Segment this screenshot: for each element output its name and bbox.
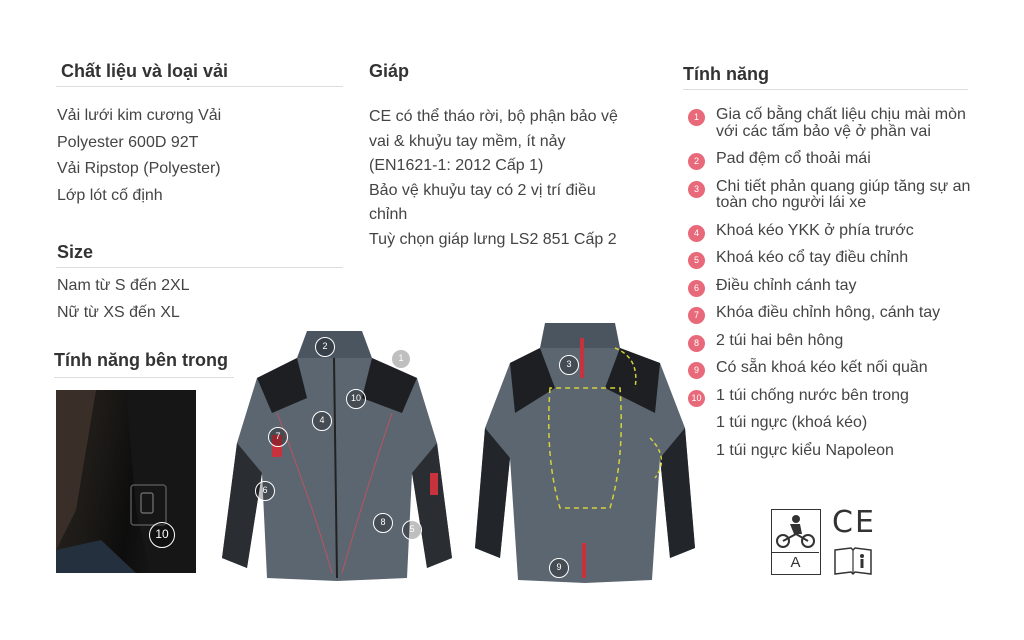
feature-text: Khoá kéo YKK ở phía trước xyxy=(716,221,914,239)
materials-line: Lớp lót cố định xyxy=(57,186,163,204)
jacket-back-illustration xyxy=(470,318,700,583)
size-list xyxy=(57,273,190,326)
interior-divider xyxy=(54,377,234,378)
materials-line: Vải Ripstop (Polyester) xyxy=(57,160,221,177)
armor-line: (EN1621-1: 2012 Cấp 1) xyxy=(369,157,544,174)
front-badge-5: 5 xyxy=(402,520,422,540)
jacket-front-photo xyxy=(212,323,462,583)
materials-heading: Chất liệu và loại vải xyxy=(61,61,229,81)
size-line: Nữ từ XS đến XL xyxy=(57,303,180,321)
armor-line: CE có thể tháo rời, bộ phận bảo vệ xyxy=(369,108,618,125)
armor-line: chỉnh xyxy=(369,206,408,223)
feature-item xyxy=(688,305,988,322)
class-divider xyxy=(772,552,819,553)
back-badge-3: 3 xyxy=(559,355,579,375)
interior-photo xyxy=(56,390,196,573)
book-info-icon xyxy=(833,546,873,576)
armor-heading: Giáp xyxy=(369,61,410,81)
size-divider xyxy=(56,267,343,268)
armor-text xyxy=(369,105,664,252)
feature-number-badge: 9 xyxy=(688,362,705,379)
feature-item xyxy=(688,415,988,432)
feature-number-badge: 6 xyxy=(688,280,705,297)
jacket-back-photo xyxy=(470,318,700,583)
armor-line: Bảo vệ khuỷu tay có 2 vị trí điều xyxy=(369,181,596,199)
front-badge-10: 10 xyxy=(346,389,366,409)
interior-heading: Tính năng bên trong xyxy=(54,350,228,370)
size-heading: Size xyxy=(57,242,94,262)
feature-number-badge: 2 xyxy=(688,153,705,170)
front-badge-1: 1 xyxy=(391,349,411,369)
features-list xyxy=(688,107,988,459)
feature-number-badge: 4 xyxy=(688,225,705,242)
feature-number-badge: 10 xyxy=(688,390,705,407)
ce-mark: CE xyxy=(832,505,876,540)
feature-number-badge: 7 xyxy=(688,307,705,324)
features-heading: Tính năng xyxy=(683,64,769,84)
feature-text: Pad đệm cổ thoải mái xyxy=(716,150,871,167)
feature-number-badge: 8 xyxy=(688,335,705,352)
features-divider xyxy=(683,89,968,90)
materials-line: Polyester 600D 92T xyxy=(57,133,199,151)
armor-line: Tuỳ chọn giáp lưng LS2 851 Cấp 2 xyxy=(369,230,617,248)
feature-number-badge: 1 xyxy=(688,109,705,126)
front-badge-4: 4 xyxy=(312,411,332,431)
feature-text: Chi tiết phản quang giúp tăng sự an toàn cho người lái xe xyxy=(716,177,971,211)
feature-text: 2 túi hai bên hông xyxy=(716,331,844,349)
jacket-front-illustration xyxy=(212,323,462,583)
feature-text: 1 túi ngực kiểu Napoleon xyxy=(716,441,894,459)
front-badge-8: 8 xyxy=(373,513,393,533)
feature-item xyxy=(688,388,988,405)
feature-text: Điều chỉnh cánh tay xyxy=(716,276,857,294)
feature-item xyxy=(688,223,988,240)
feature-item xyxy=(688,443,988,460)
size-line: Nam từ S đến 2XL xyxy=(57,277,190,294)
feature-text: Khóa điều chỉnh hông, cánh tay xyxy=(716,304,941,321)
motorcycle-rider-icon xyxy=(772,510,819,552)
feature-item xyxy=(688,179,988,212)
motorcycle-class-icon xyxy=(771,509,821,575)
feature-text: Gia cố bằng chất liệu chịu mài mòn với các tấm bảo vệ ở phần vai xyxy=(716,106,966,140)
feature-number-badge: 5 xyxy=(688,252,705,269)
feature-item xyxy=(688,333,988,350)
armor-line: vai & khuỷu tay mềm, ít nảy xyxy=(369,132,566,150)
front-badge-7: 7 xyxy=(268,427,288,447)
manual-info-icon xyxy=(833,546,873,576)
front-badge-2: 2 xyxy=(315,337,335,357)
feature-text: 1 túi chống nước bên trong xyxy=(716,386,909,404)
feature-text: Có sẵn khoá kéo kết nối quần xyxy=(716,359,928,376)
feature-item xyxy=(688,360,988,377)
feature-item xyxy=(688,151,988,168)
materials-list xyxy=(57,103,221,209)
feature-item xyxy=(688,250,988,267)
class-label: A xyxy=(790,554,801,571)
interior-lining-illustration xyxy=(56,390,196,573)
front-badge-6: 6 xyxy=(255,481,275,501)
materials-line: Vải lưới kim cương Vải xyxy=(57,107,222,124)
back-badge-9: 9 xyxy=(549,558,569,578)
materials-divider xyxy=(56,86,343,87)
feature-item xyxy=(688,278,988,295)
interior-badge: 10 xyxy=(149,522,175,548)
feature-text: 1 túi ngực (khoá kéo) xyxy=(716,414,868,431)
feature-text: Khoá kéo cổ tay điều chỉnh xyxy=(716,249,909,266)
feature-item xyxy=(688,107,988,140)
feature-number-badge: 3 xyxy=(688,181,705,198)
